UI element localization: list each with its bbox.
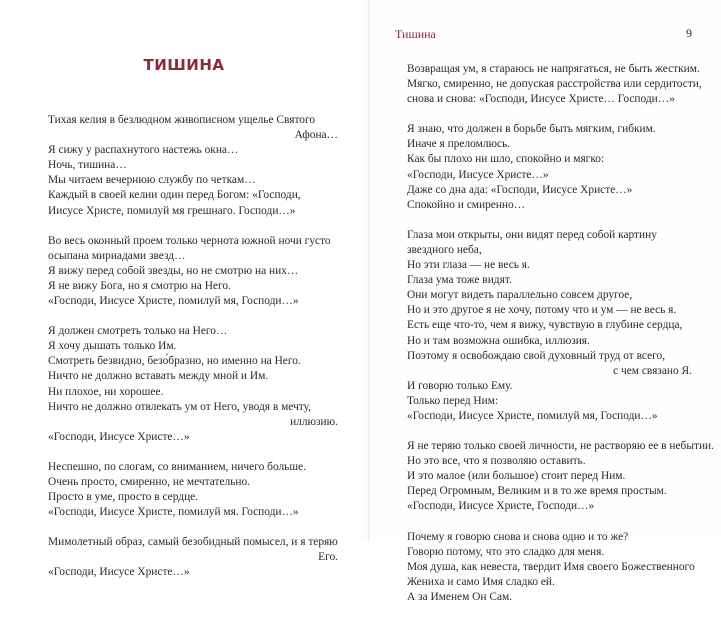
text-line: Жениха и само Имя сладко ей. [407, 575, 555, 588]
stanza [407, 439, 714, 514]
text-line: звездного неба, [407, 243, 482, 256]
text-line: Только перед Ним: [407, 394, 499, 407]
gutter-shadow [360, 0, 370, 540]
text-line: Афона… [294, 129, 338, 142]
text-line: Мягко, смиренно, не допуская расстройства или сердитости, [407, 78, 702, 91]
text-line: Ничто не должно отвлекать ум от Него, уводя в мечту, [48, 400, 312, 413]
text-line: «Господи, Иисусе Христе, помилуй мя. Господи…» [48, 506, 299, 519]
text-line: «Господи, Иисусе Христе, Господи…» [407, 500, 595, 513]
running-head: Тишина [395, 27, 436, 41]
text-line: Очень просто, смиренно, не мечтательно. [48, 475, 251, 488]
text-line: Почему я говорю снова и снова одно и то же? [407, 530, 629, 543]
stanza [407, 530, 695, 605]
text-line: «Господи, Иисусе Христе, помилуй мя, Господи…» [407, 409, 658, 422]
text-line: А за Именем Он Сам. [407, 590, 513, 603]
text-line: «Господи, Иисусе Христе…» [48, 430, 190, 443]
text-line: Каждый в своей келии один перед Богом: «Господи, [48, 189, 301, 202]
text-line: И говорю только Ему. [407, 379, 513, 392]
text-line: Я хочу дышать только Им. [48, 340, 177, 353]
text-line: Говорю потому, что это сладко для меня. [407, 545, 605, 558]
text-line: Но и это другое я не хочу, потому что и ум — не весь я. [407, 304, 677, 317]
text-line: Во весь оконный проем только чернота южной ночи густо [48, 234, 331, 247]
text-line: Возвращая ум, я стараюсь не напрягаться, не быть жестким. [407, 63, 700, 75]
text-line: Иисусе Христе, помилуй мя грешнаго. Господи…» [48, 204, 296, 217]
text-line: Даже со дна ада: «Господи, Иисусе Христе…» [407, 183, 633, 196]
text-line: Есть еще что-то, чем я вижу, чувствую в глубине сердца, [407, 319, 683, 332]
text-line: Глаза ума тоже видят. [407, 274, 512, 287]
stanza [407, 62, 702, 107]
text-line: Перед Огромным, Великим и в то же время простым. [407, 485, 667, 498]
text-line: Как бы плохо ни шло, спокойно и мягко: [407, 153, 605, 166]
text-line: Его. [318, 551, 338, 564]
text-line: Я не теряю только своей личности, не растворяю ее в небытии. [407, 440, 714, 453]
text-line: Спокойно и смиренно… [407, 198, 526, 211]
text-line: И это малое (или большое) стоит перед Ним. [407, 470, 626, 483]
right-page-body [407, 62, 714, 620]
text-line: Я должен смотреть только на Него… [48, 325, 228, 338]
stanza [48, 113, 338, 219]
text-line: Тихая келия в безлюдном живописном ущелье Святого [48, 114, 316, 126]
text-line: Они могут видеть параллельно совсем другое, [407, 289, 633, 302]
text-line: Но и там возможна ошибка, иллюзия. [407, 334, 590, 347]
text-line: Но эти глаза — не весь я. [407, 259, 530, 272]
text-line: Я вижу перед собой звезды, но не смотрю на них… [48, 264, 299, 277]
text-line: Ни плохое, ни хорошее. [48, 385, 164, 398]
text-line: Поэтому я освобождаю свой духовный труд от всего, [407, 349, 666, 362]
text-line: Иначе я преломлюсь. [407, 138, 511, 151]
text-line: Я сижу у распахнутого настежь окна… [48, 144, 239, 157]
text-line: Мы читаем вечернюю службу по четкам… [48, 174, 256, 187]
text-line: Смотреть безвидно, безо́бразно, но именно на Него. [48, 355, 301, 368]
text-line: Мимолетный образ, самый безобидный помысел, и я теряю [48, 536, 338, 549]
text-line: «Господи, Иисусе Христе, помилуй мя, Господи…» [48, 295, 299, 308]
text-line: Я знаю, что должен в борьбе быть мягким, гибким. [407, 123, 656, 136]
text-line: Просто в уме, просто в сердце. [48, 491, 199, 504]
page-number: 9 [686, 26, 692, 40]
chapter-title: ТИШИНА [143, 56, 225, 74]
text-line: снова и снова: «Господи, Иисусе Христе… Господи…» [407, 93, 675, 106]
text-line: Глаза мои открыты, они видят перед собой картину [407, 228, 657, 241]
stanza [48, 234, 338, 309]
text-line: иллюзию. [290, 415, 338, 428]
text-line: «Господи, Иисусе Христе…» [407, 168, 549, 181]
stanza [407, 228, 692, 424]
text-line: Неспешно, по слогам, со вниманием, ничего больше. [48, 460, 307, 473]
text-line: Ничто не должно вставать между мной и Им. [48, 370, 269, 383]
text-line: осыпана мириадами звезд… [48, 249, 186, 262]
stanza [407, 122, 692, 213]
text-line: Ночь, тишина… [48, 159, 127, 172]
text-line: Но это все, что я позволяю оставить. [407, 455, 586, 468]
left-page-body [48, 113, 338, 596]
text-line: Моя душа, как невеста, твердит Имя своего Божественного [407, 560, 695, 573]
text-line: «Господи, Иисусе Христе…» [48, 566, 190, 579]
left-page [0, 0, 368, 579]
stanza [48, 324, 338, 445]
text-line: с чем связано Я. [613, 364, 692, 377]
stanza [48, 535, 338, 580]
text-line: Я не вижу Бога, но я смотрю на Него. [48, 279, 231, 292]
stanza [48, 460, 338, 520]
